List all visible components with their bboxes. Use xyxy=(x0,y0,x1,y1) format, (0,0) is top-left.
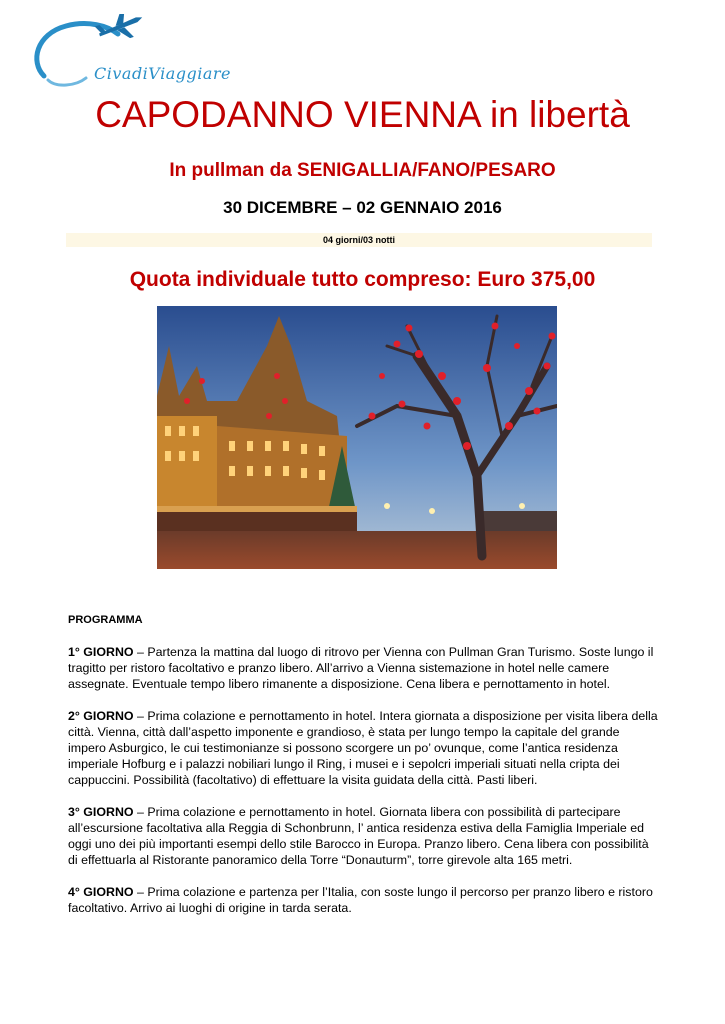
day-item xyxy=(68,644,658,692)
day-text: – Prima colazione e pernottamento in hotel. Giornata libera con possibilità di partecipare all’escursione facoltativa alla Reggia di Schonbrunn, l’ antica residenza estiva della Famiglia Imperiale ed oggi uno dei più importanti esempi dello stile Barocco in Europa. Pranzo libero. Cena libera con possibilità di effettuarla al Ristorante panoramico della Torre “Donauturm”, torre girevole alta 165 metri. xyxy=(68,805,649,867)
travel-dates: 30 DICEMBRE – 02 GENNAIO 2016 xyxy=(223,198,502,217)
day-label: 3° GIORNO xyxy=(68,805,134,819)
program-section xyxy=(68,612,658,932)
day-item xyxy=(68,884,658,916)
day-item xyxy=(68,708,658,788)
day-text: – Prima colazione e partenza per l’Italia, con soste lungo il percorso per pranzo libero e ristoro facoltativo. Arrivo ai luoghi di origine in tarda serata. xyxy=(68,885,653,915)
logo-text: CivadiViaggiare xyxy=(94,64,231,83)
duration-bar: 04 giorni/03 notti xyxy=(66,233,652,247)
day-item xyxy=(68,804,658,868)
subtitle: In pullman da SENIGALLIA/FANO/PESARO xyxy=(169,160,556,181)
page-title: CAPODANNO VIENNA in libertà xyxy=(95,94,630,135)
vienna-christmas-market-photo xyxy=(157,306,557,569)
day-text: – Prima colazione e pernottamento in hotel. Intera giornata a disposizione per visita libera della città. Vienna, città dall’aspetto imponente e grandioso, è stata per lungo tempo la capitale del grande impero Asburgico, le cui testimonianze si possono scorgere un po’ ovunque, come l’antica residenza imperiale Hofburg e i palazzi nobiliari lungo il Ring, i musei e i sepolcri imperiali situati nella cripta dei cappuccini. Possibilità (facoltativo) di effettuare la visita guidata della città. Pasti liberi. xyxy=(68,709,658,787)
day-text: – Partenza la mattina dal luogo di ritrovo per Vienna con Pullman Gran Turismo. Soste lungo il tragitto per ristoro facoltativo e pranzo libero. All’arrivo a Vienna sistemazione in hotel nelle camere assegnate. Eventuale tempo libero rimanente a disposizione. Cena libera e pernottamento in hotel. xyxy=(68,645,654,691)
day-label: 1° GIORNO xyxy=(68,645,134,659)
day-label: 2° GIORNO xyxy=(68,709,134,723)
day-label: 4° GIORNO xyxy=(68,885,134,899)
program-heading: PROGRAMMA xyxy=(68,614,143,626)
company-logo xyxy=(26,14,231,94)
price-quote: Quota individuale tutto compreso: Euro 375,00 xyxy=(129,268,596,291)
